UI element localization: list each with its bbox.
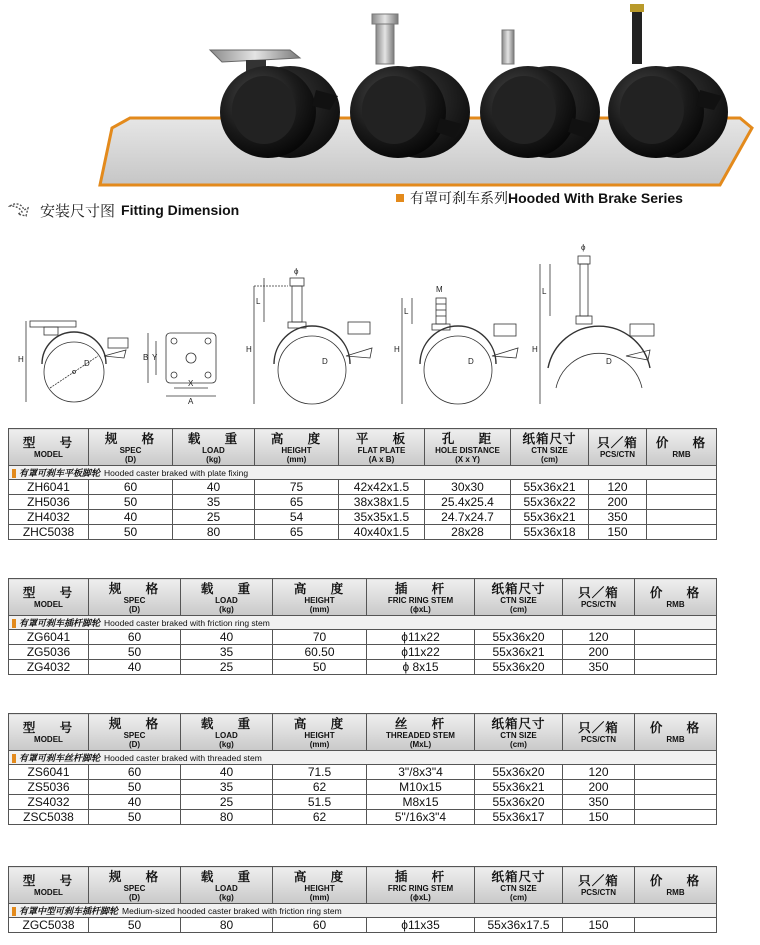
table-cell: 38x38x1.5	[339, 495, 425, 510]
table-cell: 200	[589, 495, 647, 510]
table-header-row: 型 号 MODEL 规 格 SPEC (D) 载 重 LOAD (kg) 高 度 HEIGHT (mm) 平 板 FLAT PLATE (A x B) 孔 距 HOLE DISTANCE (X x Y) 纸箱尺寸 CTN SIZE (cm) 只／箱 PCS/CTN 价 格 RMB	[9, 429, 717, 466]
arrow-swoosh-icon	[8, 200, 34, 220]
table-row	[9, 780, 717, 795]
label-b: B	[143, 353, 149, 362]
table-cell: 5"/16x3"4	[367, 810, 475, 825]
table-cell: 75	[255, 480, 339, 495]
table-cell: 55x36x20	[475, 795, 563, 810]
table-row	[9, 495, 717, 510]
caption-marker-icon	[12, 754, 16, 763]
table-cell: 120	[563, 765, 635, 780]
caption-zh: 有罩中型可刹车插杆脚轮	[19, 907, 119, 917]
series-title-zh: 有罩可刹车系列	[410, 191, 508, 207]
table-cell: 3"/8x3"4	[367, 765, 475, 780]
table-row	[9, 645, 717, 660]
table-cell: 120	[563, 630, 635, 645]
label-d2: D	[322, 357, 328, 366]
table-cell: 50	[89, 525, 173, 540]
table-header-row: 型 号 MODEL 规 格 SPEC (D) 载 重 LOAD (kg) 高 度 HEIGHT (mm) 插 杆 FRIC RING STEM (ϕxL) 纸箱尺寸 CTN SIZE (cm) 只／箱 PCS/CTN 价 格 RMB	[9, 867, 717, 904]
table-cell: 55x36x21	[511, 510, 589, 525]
price-cell	[647, 495, 717, 510]
series-title	[396, 188, 683, 208]
label-h4: H	[532, 345, 538, 354]
table-cell: M10x15	[367, 780, 475, 795]
table-cell: 120	[589, 480, 647, 495]
model-cell: ZS5036	[9, 780, 89, 795]
table-cell: 50	[89, 780, 181, 795]
label-phi2: ϕ	[294, 267, 299, 276]
caster-medium-stem	[608, 4, 728, 158]
table-cell: 150	[563, 810, 635, 825]
table-cell: 35	[181, 780, 273, 795]
label-m3: M	[436, 285, 443, 294]
table-cell: 40	[173, 480, 255, 495]
caption-zh: 有罩可刹车平板脚轮	[19, 469, 101, 479]
caption-marker-icon	[12, 619, 16, 628]
label-y: Y	[152, 353, 158, 362]
model-cell: ZS4032	[9, 795, 89, 810]
table-cell: 40	[89, 795, 181, 810]
drawing-friction-stem	[246, 267, 372, 404]
label-l3: L	[404, 307, 409, 316]
table-cell: 40	[181, 765, 273, 780]
table-cell: 35	[173, 495, 255, 510]
table-row	[9, 810, 717, 825]
table-cell: M8x15	[367, 795, 475, 810]
table-cell: ϕ11x22	[367, 645, 475, 660]
table-cell: 50	[89, 810, 181, 825]
table-cell: 80	[173, 525, 255, 540]
model-cell: ZS6041	[9, 765, 89, 780]
caption-zh: 有罩可刹车丝杆脚轮	[19, 754, 101, 764]
label-h3: H	[394, 345, 400, 354]
table-cell: 40	[89, 660, 181, 675]
table-cell: 42x42x1.5	[339, 480, 425, 495]
fitting-dimension-title	[8, 198, 239, 222]
price-cell	[647, 480, 717, 495]
table-cell: 55x36x22	[511, 495, 589, 510]
model-cell: ZH4032	[9, 510, 89, 525]
caption-en: Hooded caster braked with plate fixing	[104, 468, 249, 478]
table-row	[9, 510, 717, 525]
table-cell: 150	[589, 525, 647, 540]
label-h1: H	[18, 355, 24, 364]
table-header-row: 型 号 MODEL 规 格 SPEC (D) 载 重 LOAD (kg) 高 度 HEIGHT (mm) 插 杆 FRIC RING STEM (ϕxL) 纸箱尺寸 CTN SIZE (cm) 只／箱 PCS/CTN 价 格 RMB	[9, 579, 717, 616]
table-cell: ϕ11x22	[367, 630, 475, 645]
table-caption-row	[9, 751, 717, 765]
table-cell: 40	[181, 630, 273, 645]
table-cell: 50	[89, 495, 173, 510]
table-cell: 65	[255, 495, 339, 510]
table-row	[9, 525, 717, 540]
drawing-plate-caster	[18, 321, 128, 402]
caption-en: Hooded caster braked with threaded stem	[104, 753, 262, 763]
table-cell: 25	[181, 795, 273, 810]
table-caption-row	[9, 616, 717, 630]
price-cell	[635, 810, 717, 825]
price-cell	[635, 795, 717, 810]
model-cell: ZSC5038	[9, 810, 89, 825]
table-cell: 71.5	[273, 765, 367, 780]
table-cell: 350	[563, 795, 635, 810]
table-cell: 35	[181, 645, 273, 660]
table-cell: 28x28	[425, 525, 511, 540]
table-cell: 150	[563, 918, 635, 933]
spec-table-friction-stem	[8, 578, 717, 675]
table-cell: 70	[273, 630, 367, 645]
dimension-drawings	[0, 238, 760, 408]
price-cell	[635, 765, 717, 780]
table-cell: 40	[89, 510, 173, 525]
table-caption-row	[9, 904, 717, 918]
table-cell: 60	[89, 630, 181, 645]
table-cell: 55x36x20	[475, 660, 563, 675]
table-cell: 200	[563, 780, 635, 795]
table-cell: 50	[89, 918, 181, 933]
caption-en: Medium-sized hooded caster braked with friction ring stem	[122, 906, 342, 916]
table-row	[9, 660, 717, 675]
label-l2: L	[256, 297, 261, 306]
product-photo	[0, 0, 760, 200]
series-title-en: Hooded With Brake Series	[508, 190, 683, 206]
table-cell: 35x35x1.5	[339, 510, 425, 525]
spec-table-medium-stem	[8, 866, 717, 933]
table-cell: 25	[173, 510, 255, 525]
caption-en: Hooded caster braked with friction ring stem	[104, 618, 270, 628]
price-cell	[635, 918, 717, 933]
fit-title-zh: 安装尺寸图	[40, 201, 116, 220]
table-cell: ϕ11x35	[367, 918, 475, 933]
table-cell: 55x36x20	[475, 765, 563, 780]
table-cell: 25	[181, 660, 273, 675]
table-cell: 55x36x21	[475, 780, 563, 795]
price-cell	[647, 525, 717, 540]
label-x: X	[188, 379, 194, 388]
fitting-drawings	[0, 238, 760, 408]
model-cell: ZG5036	[9, 645, 89, 660]
table-cell: 55x36x17	[475, 810, 563, 825]
drawing-plate-top	[143, 333, 216, 406]
spec-table-plate	[8, 428, 717, 540]
table-cell: 51.5	[273, 795, 367, 810]
price-cell	[635, 645, 717, 660]
table-cell: 30x30	[425, 480, 511, 495]
price-cell	[647, 510, 717, 525]
label-phi4: ϕ	[581, 243, 586, 252]
model-cell: ZG6041	[9, 630, 89, 645]
table-cell: 54	[255, 510, 339, 525]
table-cell: 55x36x21	[475, 645, 563, 660]
table-cell: 65	[255, 525, 339, 540]
square-bullet-icon	[396, 194, 404, 202]
table-cell: 40x40x1.5	[339, 525, 425, 540]
caption-marker-icon	[12, 907, 16, 916]
price-cell	[635, 630, 717, 645]
label-h2: H	[246, 345, 252, 354]
model-cell: ZHC5038	[9, 525, 89, 540]
table-row	[9, 630, 717, 645]
table-cell: 62	[273, 780, 367, 795]
price-cell	[635, 660, 717, 675]
table-cell: 55x36x21	[511, 480, 589, 495]
label-l4: L	[542, 287, 547, 296]
table-cell: 200	[563, 645, 635, 660]
table-cell: 80	[181, 918, 273, 933]
caption-zh: 有罩可刹车插杆脚轮	[19, 619, 101, 629]
table-cell: ϕ 8x15	[367, 660, 475, 675]
caster-threaded-stem	[480, 30, 600, 158]
drawing-medium-stem	[532, 243, 654, 404]
table-cell: 350	[563, 660, 635, 675]
table-cell: 55x36x20	[475, 630, 563, 645]
table-row	[9, 795, 717, 810]
label-a: A	[188, 397, 194, 406]
model-cell: ZH5036	[9, 495, 89, 510]
table-caption-row	[9, 466, 717, 480]
model-cell: ZGC5038	[9, 918, 89, 933]
drawing-threaded-stem	[394, 285, 518, 404]
table-row	[9, 765, 717, 780]
table-cell: 55x36x17.5	[475, 918, 563, 933]
label-d3: D	[468, 357, 474, 366]
table-cell: 25.4x25.4	[425, 495, 511, 510]
table-cell: 62	[273, 810, 367, 825]
table-cell: 60.50	[273, 645, 367, 660]
table-cell: 350	[589, 510, 647, 525]
price-cell	[635, 780, 717, 795]
table-row	[9, 918, 717, 933]
model-cell: ZH6041	[9, 480, 89, 495]
table-cell: 50	[89, 645, 181, 660]
table-cell: 55x36x18	[511, 525, 589, 540]
model-cell: ZG4032	[9, 660, 89, 675]
table-cell: 24.7x24.7	[425, 510, 511, 525]
casters-illustration	[0, 0, 760, 200]
table-header-row: 型 号 MODEL 规 格 SPEC (D) 载 重 LOAD (kg) 高 度 HEIGHT (mm) 丝 杆 THREADED STEM (MxL) 纸箱尺寸 CTN SIZE (cm) 只／箱 PCS/CTN 价 格 RMB	[9, 714, 717, 751]
table-cell: 60	[273, 918, 367, 933]
table-cell: 80	[181, 810, 273, 825]
table-cell: 60	[89, 480, 173, 495]
table-row	[9, 480, 717, 495]
caption-marker-icon	[12, 469, 16, 478]
table-cell: 50	[273, 660, 367, 675]
table-cell: 60	[89, 765, 181, 780]
label-d4: D	[606, 357, 612, 366]
caster-friction-stem	[350, 14, 470, 158]
spec-table-threaded-stem	[8, 713, 717, 825]
label-d1: D	[84, 359, 90, 368]
fit-title-en: Fitting Dimension	[121, 202, 240, 218]
